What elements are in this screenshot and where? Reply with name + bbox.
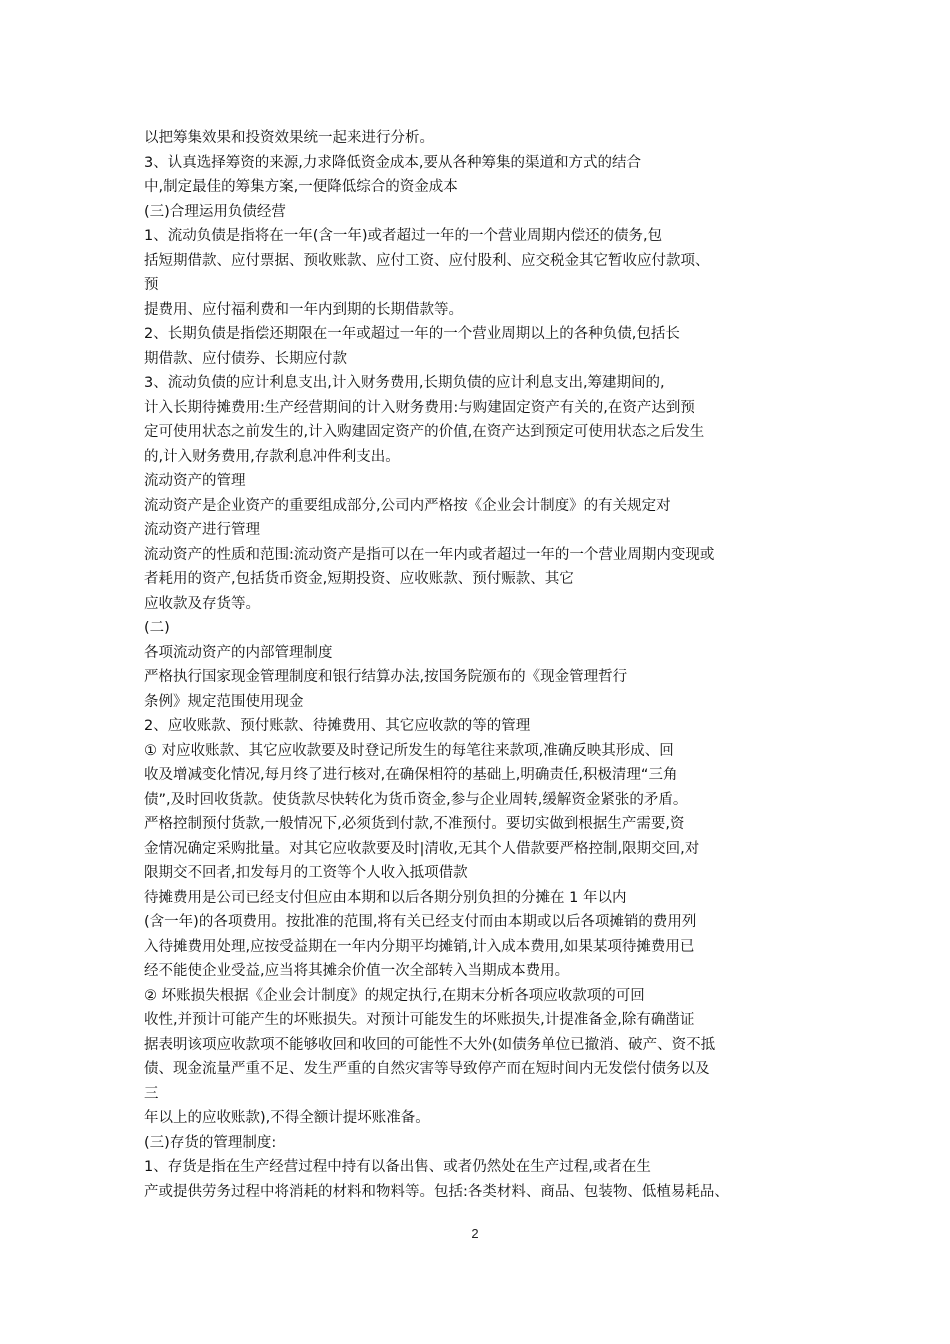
text-line: 入待摊费用处理,应按受益期在一年内分期平均摊销,计入成本费用,如果某项待摊费用已 [144,938,695,955]
text-line: ① 对应收账款、其它应收款要及时登记所发生的每笔往来款项,准确反映其形成、回 [144,742,674,759]
text-line: 三 [144,1085,159,1102]
text-line: 2、应收账款、预付账款、待摊费用、其它应收款的等的管理 [144,718,531,734]
section-heading: 各项流动资产的内部管理制度 [144,644,333,661]
text-line: 待摊费用是公司已经支付但应由本期和以后各期分别负担的分摊在 1 年以内 [144,889,627,906]
text-line: 1、流动负债是指将在一年(含一年)或者超过一年的一个营业周期内偿还的债务,包 [144,228,663,244]
text-line: 债”,及时回收货款。使货款尽快转化为货币资金,参与企业周转,缓解资金紧张的矛盾。 [144,791,688,808]
text-line: 产或提供劳务过程中将消耗的材料和物料等。包括:各类材料、商品、包装物、低植易耗品、 [144,1183,729,1200]
text-line: 流动资产的性质和范围:流动资产是指可以在一年内或者超过一年的一个营业周期内变现或 [144,546,715,563]
text-line: 收及增减变化情况,每月终了进行核对,在确保相符的基础上,明确责任,积极清理“三角 [144,767,678,783]
text-line: ② 坏账损失根据《企业会计制度》的规定执行,在期末分析各项应收款项的可回 [144,987,645,1004]
text-line: 计入长期待摊费用:生产经营期间的计入财务费用:与购建固定资产有关的,在资产达到预 [144,399,695,416]
text-line: 1、存货是指在生产经营过程中持有以备出售、或者仍然处在生产过程,或者在生 [144,1159,651,1175]
text-line: 收性,并预计可能产生的坏账损失。对预计可能发生的坏账损失,计提准备金,除有确凿证 [144,1012,695,1028]
section-heading: (二) [144,620,170,636]
text-line: 经不能使企业受益,应当将其摊余价值一次全部转入当期成本费用。 [144,963,570,979]
text-line: 条例》规定范围使用现金 [144,693,304,710]
document-body [144,126,824,1204]
text-line: 提费用、应付福利费和一年内到期的长期借款等。 [144,301,463,318]
section-heading: (三)合理运用负债经营 [144,203,286,220]
text-line: 流动资产进行管理 [144,522,260,538]
text-line: 以把筹集效果和投资效果统一起来进行分析。 [144,130,434,146]
text-line: 期借款、应付债券、长期应付款 [144,350,347,367]
text-line: 应收款及存货等。 [144,595,260,612]
text-line: 严格控制预付货款,一般情况下,必须货到付款,不准预付。要切实做到根据生产需要,资 [144,816,685,832]
text-line: 年以上的应收账款),不得全额计提坏账准备。 [144,1110,430,1126]
text-line: 的,计入财务费用,存款利息冲件利支出。 [144,448,400,465]
text-line: 2、长期负债是指偿还期限在一年或超过一年的一个营业周期以上的各种负债,包括长 [144,326,680,342]
text-line: 3、认真选择筹资的来源,力求降低资金成本,要从各种筹集的渠道和方式的结合 [144,154,641,171]
text-line: (含一年)的各项费用。按批准的范围,将有关已经支付而由本期或以后各项摊销的费用列 [144,914,697,930]
text-line: 预 [144,277,159,293]
text-line: 严格执行国家现金管理制度和银行结算办法,按国务院颁布的《现金管理哲行 [144,669,628,685]
text-line: 流动资产是企业资产的重要组成部分,公司内严格按《企业会计制度》的有关规定对 [144,497,671,514]
text-line: 括短期借款、应付票据、预收账款、应付工资、应付股利、应交税金其它暂收应付款项、 [144,252,710,269]
text-line: 债、现金流量严重不足、发生严重的自然灾害等导致停产而在短时间内无发偿付债务以及 [144,1061,710,1077]
text-line: 限期交不回者,扣发每月的工资等个人收入抵项借款 [144,865,468,881]
text-line: 3、流动负债的应计利息支出,计入财务费用,长期负债的应计利息支出,筹建期间的, [144,375,665,391]
text-line: 定可使用状态之前发生的,计入购建固定资产的价值,在资产达到预定可使用状态之后发生 [144,424,705,440]
text-line: 者耗用的资产,包括货币资金,短期投资、应收账款、预付赈款、其它 [144,571,574,587]
text-line: 金情况确定采购批量。对其它应收款要及时|清收,无其个人借款要严格控制,限期交回,对 [144,840,700,857]
page-number: 2 [471,1226,479,1241]
text-line: 中,制定最佳的筹集方案,一便降低综合的资金成本 [144,179,458,195]
section-heading: (三)存货的管理制度: [144,1134,277,1151]
section-heading: 流动资产的管理 [144,473,246,489]
text-line: 据表明该项应收款项不能够收回和收回的可能性不大外(如债务单位已撤消、破产、资不抵 [144,1036,716,1053]
